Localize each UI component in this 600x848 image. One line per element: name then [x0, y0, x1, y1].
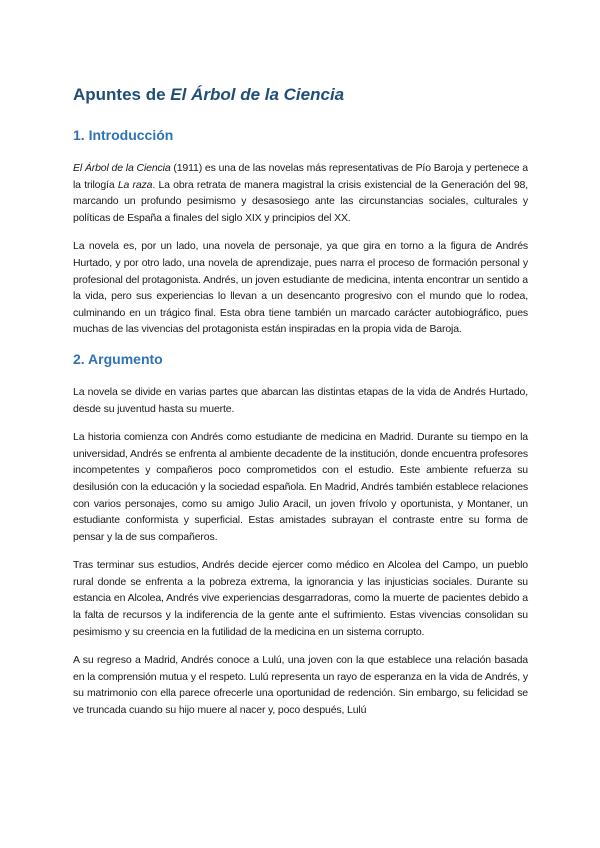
- italic-book-title: El Árbol de la Ciencia: [73, 162, 171, 174]
- document-title: [73, 84, 528, 106]
- paragraph: La novela se divide en varias partes que abarcan las distintas etapas de la vida de Andrés Hurtado, desde su juventud hasta su muerte.: [73, 385, 528, 415]
- document-page: [73, 84, 528, 731]
- paragraph: La historia comienza con Andrés como estudiante de medicina en Madrid. Durante su tiempo en la universidad, Andrés se enfrenta al ambiente decadente de la institución, donde encuentra profesores incompetentes y compañeros poco comprometidos con el estudio. Este ambiente refuerza su desilusión con la educación y la sociedad española. En Madrid, Andrés también establece relaciones con varios personajes, como su amigo Julio Aracil, un joven frívolo y oportunista, y Montaner, un estudiante conformista y superficial. Estas amistades subrayan el contraste entre su forma de pensar y la de sus compañeros.: [73, 431, 528, 543]
- section-heading-argumento: 2. Argumento: [73, 350, 163, 367]
- paragraph: A su regreso a Madrid, Andrés conoce a Lulú, una joven con la que establece una relación basada en la comprensión mutua y el respeto. Lulú representa un rayo de esperanza en la vida de Andrés, y su matrimonio con ella parece ofrecerle una oportunidad de redención. Sin embargo, su felicidad se ve truncada cuando su hijo muere al nacer y, poco después, Lulú: [73, 654, 528, 717]
- paragraph-text: . La obra retrata de manera magistral la crisis existencial de la Generación del 98, marcando un profundo pesimismo y desasosiego ante las circunstancias sociales, culturales y políticas de España a finales del siglo XIX y principios del XX.: [73, 178, 528, 224]
- title-book-name: El Árbol de la Ciencia: [170, 85, 345, 104]
- paragraph: Tras terminar sus estudios, Andrés decide ejercer como médico en Alcolea del Campo, un pueblo rural donde se enfrenta a la pobreza extrema, la ignorancia y las injusticias sociales. Durante su estancia en Alcolea, Andrés vive experiencias desgarradoras, como la muerte de pacientes debido a la falta de recursos y la indiferencia de la gente ante el sufrimiento. Estas vivencias consolidan su pesimismo y su creencia en la futilidad de la medicina en un sistema corrupto.: [73, 559, 528, 638]
- italic-trilogy-title: La raza: [117, 178, 153, 191]
- paragraph: [73, 160, 528, 226]
- title-prefix: Apuntes de: [73, 85, 171, 104]
- paragraph-text: (1911) es una de las novelas más representativas de Pío Baroja y pertenece a la trilogía: [73, 162, 528, 191]
- section-heading-introduccion: 1. Introducción: [73, 127, 174, 143]
- paragraph: La novela es, por un lado, una novela de personaje, ya que gira en torno a la figura de Andrés Hurtado, y por otro lado, una novela de aprendizaje, pues narra el proceso de formación personal y profesional del protagonista. Andrés, un joven estudiante de medicina, intenta encontrar un sentido a la vida, pero sus experiencias lo llevan a un desencanto progresivo con el mundo que lo rodea, culminando en un trágico final. Esta obra tiene también un marcado carácter autobiográfico, pues muchas de las vivencias del protagonista están inspiradas en la propia vida de Baroja.: [73, 240, 528, 336]
